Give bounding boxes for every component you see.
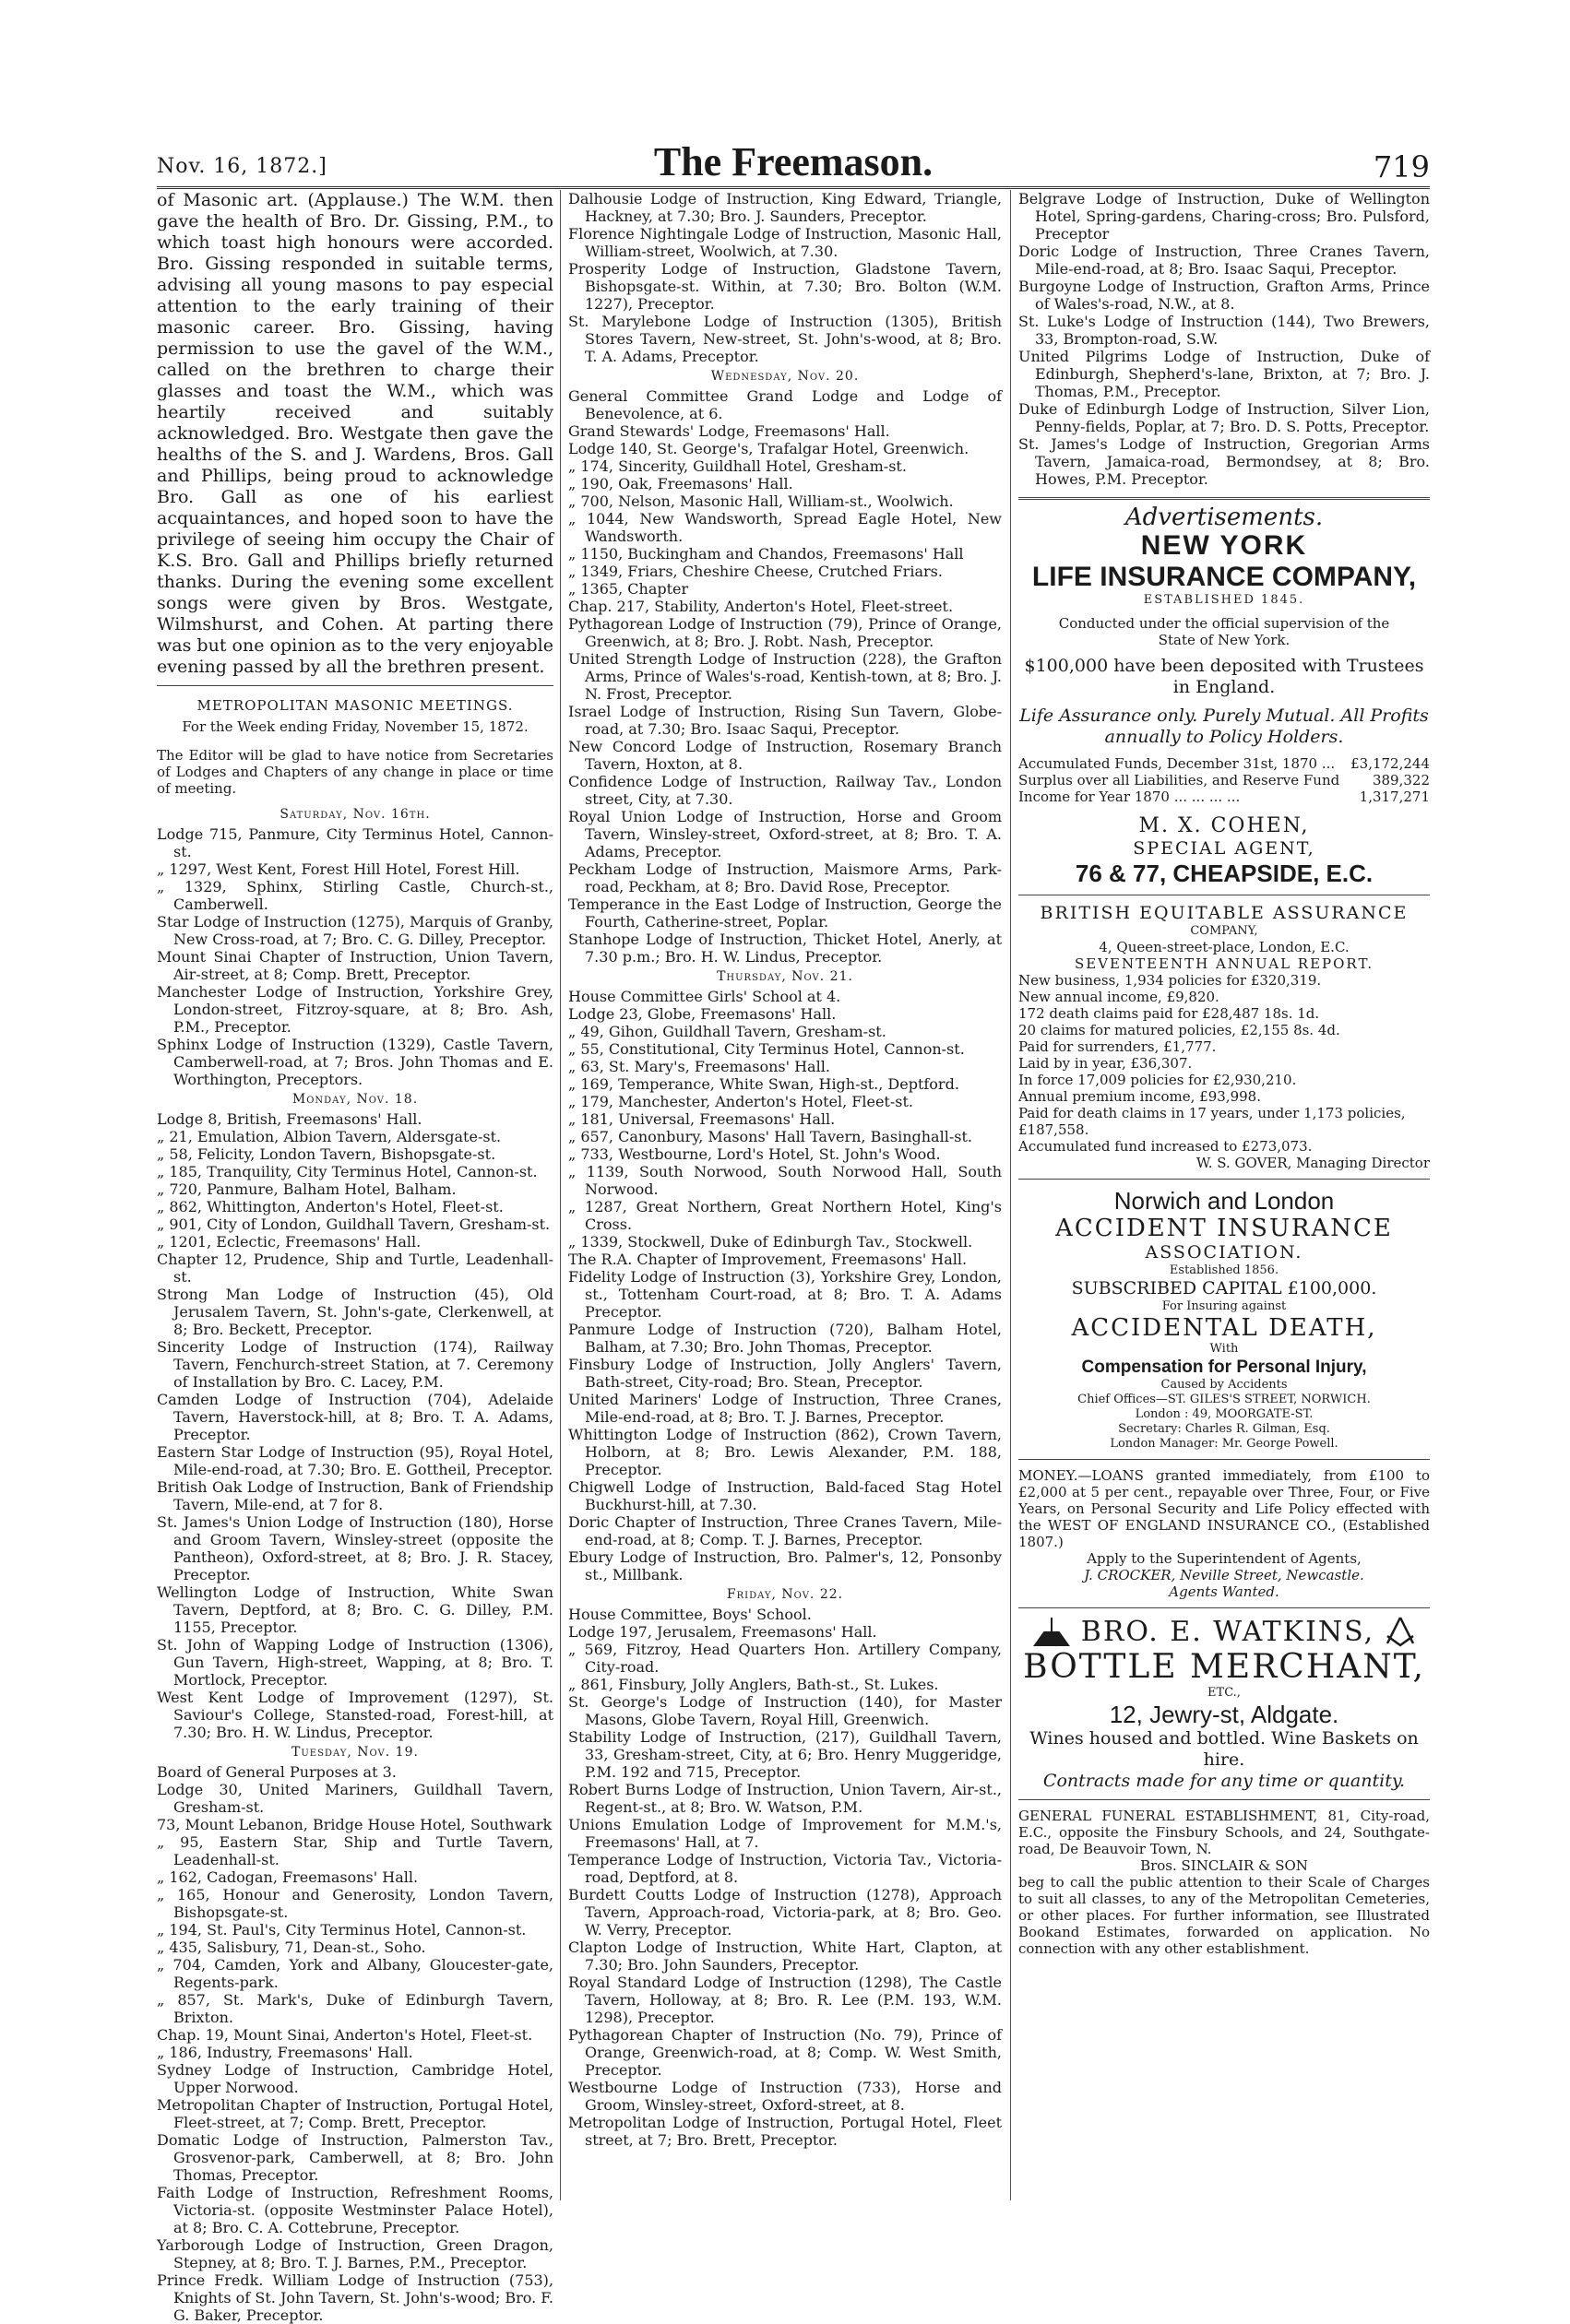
header-rule — [157, 186, 1430, 189]
list-item: Domatic Lodge of Instruction, Palmerston Tav., Grosvenor-park, Camberwell, at 8; Bro. John Thomas, Preceptor. — [157, 2131, 553, 2184]
watkins-etc: ETC., — [1207, 1686, 1241, 1700]
bea-director: W. S. GOVER, Managing Director — [1195, 1155, 1430, 1171]
list-item: „ 733, Westbourne, Lord's Hotel, St. John's Wood. — [568, 1145, 941, 1163]
new-york-life-ad — [1018, 530, 1430, 887]
nla-for: For Insuring against — [1161, 1299, 1287, 1313]
list-item: Laid by in year, £36,307. — [1018, 1055, 1193, 1072]
list-item: United Strength Lodge of Instruction (228), the Grafton Arms, Prince of Wales's-road, Kentish-town, at 8; Bro. J. N. Frost, Preceptor. — [568, 650, 1002, 703]
list-item: „ 21, Emulation, Albion Tavern, Aldersgate-st. — [157, 1128, 502, 1145]
day-heading-friday: Friday, Nov. 22. — [726, 1587, 844, 1602]
list-item: „ 862, Whittington, Anderton's Hotel, Fleet-st. — [157, 1198, 504, 1215]
list-item: „ 435, Salisbury, 71, Dean-st., Soho. — [157, 1939, 426, 1956]
watkins-address: 12, Jewry-st, Aldgate. — [1109, 1701, 1339, 1728]
list-item: „ 169, Temperance, White Swan, High-st., Deptford. — [568, 1075, 959, 1093]
money-wanted: Agents Wanted. — [1169, 1583, 1279, 1600]
nla-compensation: Compensation for Personal Injury, — [1081, 1358, 1367, 1377]
list-item: Sphinx Lodge of Instruction (1329), Castle Tavern, Camberwell-road, at 7; Bros. John Thomas and E. Worthington, Preceptors. — [157, 1036, 553, 1088]
list-item: Paid for surrenders, £1,777. — [1018, 1038, 1217, 1055]
nla-line-3: ASSOCIATION. — [1145, 1242, 1303, 1263]
list-item: Camden Lodge of Instruction (704), Adelaide Tavern, Haverstock-hill, at 8; Bro. T. A. Adams, Preceptor. — [157, 1391, 553, 1443]
fin-value: £3,172,244 — [1350, 755, 1430, 772]
watkins-ad — [1018, 1616, 1430, 1792]
list-item: House Committee Girls' School at 4. — [568, 988, 841, 1005]
list-item: Star Lodge of Instruction (1275), Marquis of Granby, New Cross-road, at 7; Bro. C. G. Dilley, Preceptor. — [157, 913, 553, 948]
watkins-line-1: Wines housed and bottled. Wine Baskets on hire. — [1029, 1728, 1419, 1770]
editor-note: The Editor will be glad to have notice from Secretaries of Lodges and Chapters of any change in place or time of meeting. — [157, 747, 553, 797]
list-item: Grand Stewards' Lodge, Freemasons' Hall. — [568, 422, 890, 440]
list-item: Wellington Lodge of Instruction, White Swan Tavern, Deptford, at 8; Bro. C. G. Dilley, P.M. 1155, Preceptor. — [157, 1583, 553, 1636]
list-item: Board of General Purposes at 3. — [157, 1763, 397, 1781]
list-item: British Oak Lodge of Instruction, Bank of Friendship Tavern, Mile-end, at 7 for 8. — [157, 1478, 553, 1513]
list-item: „ 569, Fitzroy, Head Quarters Hon. Artillery Company, City-road. — [568, 1641, 1002, 1676]
list-item: Peckham Lodge of Instruction, Maismore Arms, Park-road, Peckham, at 8; Bro. David Rose, Preceptor. — [568, 860, 1002, 895]
list-item: Paid for death claims in 17 years, under 1,173 policies, £187,558. — [1018, 1105, 1406, 1138]
list-item: Duke of Edinburgh Lodge of Instruction, Silver Lion, Penny-fields, Poplar, at 7; Bro. D. S. Potts, Preceptor. — [1018, 400, 1430, 435]
list-item: „ 185, Tranquility, City Terminus Hotel, Cannon-st. — [157, 1163, 538, 1180]
list-item: „ 194, St. Paul's, City Terminus Hotel, Cannon-st. — [157, 1921, 527, 1939]
list-item: Metropolitan Lodge of Instruction, Portugal Hotel, Fleet street, at 7; Bro. Brett, Preceptor. — [568, 2114, 1002, 2149]
column-1 — [157, 190, 553, 2324]
list-item: Faith Lodge of Instruction, Refreshment Rooms, Victoria-st. (opposite Westminster Palace Hotel), at 8; Bro. C. A. Cottebrune, Preceptor. — [157, 2184, 553, 2236]
column-2 — [568, 190, 1002, 2200]
list-item: Clapton Lodge of Instruction, White Hart, Clapton, at 7.30; Bro. John Saunders, Preceptor. — [568, 1939, 1002, 1974]
list-item: St. James's Union Lodge of Instruction (180), Horse and Groom Tavern, Winsley-street (opposite the Pantheon), Oxford-street, at 8; Bro. J. R. Stacey, Preceptor. — [157, 1513, 553, 1583]
list-item: Prosperity Lodge of Instruction, Gladstone Tavern, Bishopsgate-st. Within, at 7.30; Bro. Bolton (W.M. 1227), Preceptor. — [568, 260, 1002, 313]
list-item: The R.A. Chapter of Improvement, Freemasons' Hall. — [568, 1251, 968, 1268]
list-item: „ 700, Nelson, Masonic Hall, William-st., Woolwich. — [568, 492, 954, 510]
list-item: Pythagorean Lodge of Instruction (79), Prince of Orange, Greenwich, at 8; Bro. J. Robt. Nash, Preceptor. — [568, 615, 1002, 650]
list-item: „ 162, Cadogan, Freemasons' Hall. — [157, 1868, 419, 1886]
column-rule-2 — [1010, 190, 1011, 2200]
nla-offices: Chief Offices—ST. GILES'S STREET, NORWICH. — [1077, 1393, 1371, 1406]
list-item: „ 720, Panmure, Balham Hotel, Balham. — [157, 1180, 457, 1198]
list-item: Dalhousie Lodge of Instruction, King Edward, Triangle, Hackney, at 7.30; Bro. J. Saunders, Preceptor. — [568, 190, 1002, 225]
day-heading-saturday: Saturday, Nov. 16th. — [280, 807, 431, 822]
list-item: Doric Lodge of Instruction, Three Cranes Tavern, Mile-end-road, at 8; Bro. Isaac Saqui, Preceptor. — [1018, 243, 1430, 278]
list-item: Royal Standard Lodge of Instruction (1298), The Castle Tavern, Holloway, at 8; Bro. R. Lee (P.M. 193, W.M. 1298), Preceptor. — [568, 1974, 1002, 2026]
list-item: Eastern Star Lodge of Instruction (95), Royal Hotel, Mile-end-road, at 7.30; Bro. E. Gottheil, Preceptor. — [157, 1443, 553, 1478]
list-item: Yarborough Lodge of Instruction, Green Dragon, Stepney, at 8; Bro. T. J. Barnes, P.M., Preceptor. — [157, 2236, 553, 2271]
list-item: Fidelity Lodge of Instruction (3), Yorkshire Grey, London, st., Tottenham Court-road, at 8; Bro. T. A. Adams Preceptor. — [568, 1268, 1002, 1321]
divider — [1018, 1179, 1430, 1180]
list-item: „ 95, Eastern Star, Ship and Turtle Tavern, Leadenhall-st. — [157, 1833, 553, 1868]
day-heading-monday: Monday, Nov. 18. — [291, 1092, 419, 1107]
list-item: „ 179, Manchester, Anderton's Hotel, Fleet-st. — [568, 1093, 913, 1110]
fin-label: Surplus over all Liabilities, and Reserve Fund — [1018, 772, 1340, 788]
list-item: Westbourne Lodge of Instruction (733), Horse and Groom, Winsley-street, Oxford-street, at 8. — [568, 2079, 1002, 2114]
nyl-agent: M. X. COHEN, — [1138, 814, 1310, 837]
column-rule-1 — [560, 190, 561, 2200]
money-text: MONEY.—LOANS granted immediately, from £100 to £2,000 at 5 per cent., repayable over Three, Four, or Five Years, on Personal Security and Life Policy effected with the WEST OF ENGLAND INSURANCE CO., (Established 1807.) — [1018, 1467, 1430, 1550]
nla-title: Norwich and London — [1113, 1187, 1335, 1215]
nyl-agent-role: SPECIAL AGENT, — [1133, 838, 1315, 859]
list-item: „ 63, St. Mary's, Freemasons' Hall. — [568, 1058, 830, 1075]
list-item: „ 49, Gihon, Guildhall Tavern, Gresham-st. — [568, 1023, 886, 1040]
square-compass-icon — [1384, 1616, 1417, 1649]
nla-manager: London Manager: Mr. George Powell. — [1110, 1437, 1338, 1451]
monday-list — [157, 1110, 553, 1741]
list-item: New Concord Lodge of Instruction, Rosemary Branch Tavern, Hoxton, at 8. — [568, 738, 1002, 773]
list-item: Chapter 12, Prudence, Ship and Turtle, Leadenhall-st. — [157, 1251, 553, 1286]
list-item: „ 165, Honour and Generosity, London Tavern, Bishopsgate-st. — [157, 1886, 553, 1921]
list-item: New business, 1,934 policies for £320,319. — [1018, 972, 1322, 989]
list-item: Finsbury Lodge of Instruction, Jolly Anglers' Tavern, Bath-street, City-road; Bro. Stean, Preceptor. — [568, 1356, 1002, 1391]
saturday-list — [157, 825, 553, 1088]
list-item: New annual income, £9,820. — [1018, 989, 1219, 1005]
list-item: „ 1365, Chapter — [568, 580, 689, 598]
list-item: Burdett Coutts Lodge of Instruction (1278), Approach Tavern, Approach-road, Victoria-park, at 8; Bro. Geo. W. Verry, Preceptor. — [568, 1886, 1002, 1939]
list-item: Doric Chapter of Instruction, Three Cranes Tavern, Mile-end-road, at 8; Comp. T. J. Barnes, Preceptor. — [568, 1513, 1002, 1548]
list-item: Accumulated fund increased to £273,073. — [1018, 1138, 1313, 1155]
bea-address: 4, Queen-street-place, London, E.C. — [1099, 939, 1350, 955]
list-item: „ 901, City of London, Guildhall Tavern, Gresham-st. — [157, 1215, 551, 1233]
tuesday-continued-list — [568, 190, 1002, 365]
list-item: Stanhope Lodge of Instruction, Thicket Hotel, Anerly, at 7.30 p.m.; Bro. H. W. Lindus, Preceptor. — [568, 931, 1002, 966]
list-item: Stability Lodge of Instruction, (217), Guildhall Tavern, 33, Gresham-street, City, at 6; Bro. Henry Muggeridge, P.M. 192 and 715, Preceptor. — [568, 1728, 1002, 1781]
nyl-established: ESTABLISHED 1845. — [1143, 593, 1305, 607]
watkins-line-2: Contracts made for any time or quantity. — [1042, 1771, 1406, 1791]
list-item: „ 704, Camden, York and Albany, Gloucester-gate, Regents-park. — [157, 1956, 553, 1991]
fin-value: 389,322 — [1372, 772, 1430, 788]
list-item: Lodge 140, St. George's, Trafalgar Hotel, Greenwich. — [568, 440, 969, 457]
column-3 — [1018, 190, 1430, 2200]
nyl-address: 76 & 77, CHEAPSIDE, E.C. — [1075, 860, 1374, 887]
list-item: „ 1044, New Wandsworth, Spread Eagle Hotel, New Wandsworth. — [568, 510, 1002, 545]
list-item: Temperance Lodge of Instruction, Victoria Tav., Victoria-road, Deptford, at 8. — [568, 1851, 1002, 1886]
divider — [1018, 1607, 1430, 1608]
list-item: „ 1349, Friars, Cheshire Cheese, Crutched Friars. — [568, 563, 943, 580]
list-item: United Mariners' Lodge of Instruction, Three Cranes, Mile-end-road, at 8; Bro. T. J. Barnes, Preceptor. — [568, 1391, 1002, 1426]
thursday-list — [568, 988, 1002, 1583]
wednesday-list — [568, 387, 1002, 966]
divider — [1018, 1459, 1430, 1460]
funeral-title: GENERAL FUNERAL ESTABLISHMENT, 81, City-road, E.C., opposite the Finsbury Schools, and 24, Southgate-road, De Beauvoir Town, N. — [1018, 1808, 1430, 1857]
list-item: 73, Mount Lebanon, Bridge House Hotel, Southwark — [157, 1816, 553, 1833]
list-item: Lodge 197, Jerusalem, Freemasons' Hall. — [568, 1623, 877, 1641]
list-item: Strong Man Lodge of Instruction (45), Old Jerusalem Tavern, St. John's-gate, Clerkenwell, at 8; Bro. Beckett, Preceptor. — [157, 1286, 553, 1338]
list-item: „ 174, Sincerity, Guildhall Hotel, Gresham-st. — [568, 457, 907, 475]
nyl-line-2: LIFE INSURANCE COMPANY, — [1031, 562, 1417, 592]
divider — [1018, 497, 1430, 500]
nla-capital: SUBSCRIBED CAPITAL £100,000. — [1071, 1278, 1377, 1298]
fin-label: Accumulated Funds, December 31st, 1870 ... — [1018, 755, 1336, 772]
list-item: Belgrave Lodge of Instruction, Duke of Wellington Hotel, Spring-gardens, Charing-cross; Bro. Pulsford, Preceptor — [1018, 190, 1430, 243]
watkins-trade: BOTTLE MERCHANT, — [1023, 1648, 1425, 1686]
list-item: „ 1150, Buckingham and Chandos, Freemasons' Hall — [568, 545, 964, 563]
list-item: Robert Burns Lodge of Instruction, Union Tavern, Air-st., Regent-st., at 8; Bro. W. Watson, P.M. — [568, 1781, 1002, 1816]
nyl-fin-row — [1018, 755, 1430, 772]
list-item: In force 17,009 policies for £2,930,210. — [1018, 1072, 1297, 1088]
list-item: Panmure Lodge of Instruction (720), Balham Hotel, Balham, at 7.30; Bro. John Thomas, Preceptor. — [568, 1321, 1002, 1356]
fin-label: Income for Year 1870 ... ... ... ... — [1018, 788, 1241, 805]
nla-established: Established 1856. — [1169, 1263, 1279, 1277]
list-item: Lodge 8, British, Freemasons' Hall. — [157, 1110, 422, 1128]
list-item: Mount Sinai Chapter of Instruction, Union Tavern, Air-street, at 8; Comp. Brett, Preceptor. — [157, 948, 553, 983]
funeral-ad — [1018, 1808, 1430, 1957]
funeral-text: beg to call the public attention to their Scale of Charges to suit all classes, to any of the Metropolitan Cemeteries, or other places. For further information, see Illustrated Bookand Estimates, forwarded on application. No connection with any other establishment. — [1018, 1874, 1430, 1957]
nyl-motto: Life Assurance only. Purely Mutual. All Profits annually to Policy Holders. — [1019, 706, 1429, 747]
fin-value: 1,317,271 — [1359, 788, 1430, 805]
watkins-name: BRO. E. WATKINS, — [1080, 1616, 1375, 1648]
bea-title: BRITISH EQUITABLE ASSURANCE — [1040, 903, 1409, 923]
nyl-deposit: $100,000 have been deposited with Trustees in England. — [1024, 656, 1424, 697]
page-number: 719 — [1373, 149, 1430, 184]
distillery-flask-icon — [1031, 1616, 1072, 1649]
list-item: „ 1201, Eclectic, Freemasons' Hall. — [157, 1233, 422, 1251]
nyl-fin-row — [1018, 772, 1430, 788]
list-item: Pythagorean Chapter of Instruction (No. 79), Prince of Orange, Greenwich-road, at 8; Comp. W. West Smith, Preceptor. — [568, 2026, 1002, 2079]
list-item: Sydney Lodge of Instruction, Cambridge Hotel, Upper Norwood. — [157, 2061, 553, 2096]
list-item: „ 58, Felicity, London Tavern, Bishopsgate-st. — [157, 1145, 496, 1163]
bea-report: SEVENTEENTH ANNUAL REPORT. — [1074, 955, 1374, 972]
list-item: Ebury Lodge of Instruction, Bro. Palmer's, 12, Ponsonby st., Millbank. — [568, 1548, 1002, 1583]
list-item: St. James's Lodge of Instruction, Gregorian Arms Tavern, Jamaica-road, Bermondsey, at 8; Bro. Howes, P.M. Preceptor. — [1018, 435, 1430, 488]
list-item: St. Marylebone Lodge of Instruction (1305), British Stores Tavern, New-street, St. John's-wood, at 8; Bro. T. A. Adams, Preceptor. — [568, 313, 1002, 365]
list-item: West Kent Lodge of Improvement (1297), St. Saviour's College, Stansted-road, Forest-hill, at 7.30; Bro. H. W. Lindus, Preceptor. — [157, 1689, 553, 1741]
list-item: Lodge 23, Globe, Freemasons' Hall. — [568, 1005, 837, 1023]
list-item: Prince Fredk. William Lodge of Instruction (753), Knights of St. John Tavern, St. John's-wood; Bro. F. G. Baker, Preceptor. — [157, 2271, 553, 2324]
list-item: „ 857, St. Mark's, Duke of Edinburgh Tavern, Brixton. — [157, 1991, 553, 2026]
meetings-subtitle: For the Week ending Friday, November 15, 1872. — [182, 718, 529, 735]
norwich-london-ad — [1018, 1187, 1430, 1452]
list-item: „ 1297, West Kent, Forest Hill Hotel, Forest Hill. — [157, 860, 520, 878]
list-item: St. John of Wapping Lodge of Instruction (1306), Gun Tavern, High-street, Wapping, at 8; Bro. T. Mortlock, Preceptor. — [157, 1636, 553, 1689]
meetings-title: METROPOLITAN MASONIC MEETINGS. — [196, 697, 514, 714]
list-item: „ 1287, Great Northern, Great Northern Hotel, King's Cross. — [568, 1198, 1002, 1233]
list-item: St. George's Lodge of Instruction (140), for Master Masons, Globe Tavern, Royal Hill, Greenwich. — [568, 1693, 1002, 1728]
list-item: Manchester Lodge of Instruction, Yorkshire Grey, London-street, Fitzroy-square, at 8; Bro. Ash, P.M., Preceptor. — [157, 983, 553, 1036]
list-item: Burgoyne Lodge of Instruction, Grafton Arms, Prince of Wales's-road, N.W., at 8. — [1018, 278, 1430, 313]
list-item: „ 861, Finsbury, Jolly Anglers, Bath-st., St. Lukes. — [568, 1676, 939, 1693]
list-item: United Pilgrims Lodge of Instruction, Duke of Edinburgh, Shepherd's-lane, Brixton, at 7; Bro. J. Thomas, P.M., Preceptor. — [1018, 348, 1430, 400]
list-item: Chap. 19, Mount Sinai, Anderton's Hotel, Fleet-st. — [157, 2026, 533, 2044]
money-apply: Apply to the Superintendent of Agents, — [1087, 1550, 1362, 1567]
list-item: Metropolitan Chapter of Instruction, Portugal Hotel, Fleet-street, at 7; Comp. Brett, Preceptor. — [157, 2096, 553, 2131]
divider — [157, 685, 553, 686]
list-item: „ 181, Universal, Freemasons' Hall. — [568, 1110, 836, 1128]
list-item: Lodge 30, United Mariners, Guildhall Tavern, Gresham-st. — [157, 1781, 553, 1816]
page-header — [157, 138, 1430, 186]
tuesday-list — [157, 1763, 553, 2324]
list-item: „ 1339, Stockwell, Duke of Edinburgh Tav., Stockwell. — [568, 1233, 973, 1251]
nyl-fin-row — [1018, 788, 1430, 805]
bea-company: COMPANY, — [1190, 924, 1258, 938]
divider — [1018, 1799, 1430, 1800]
nla-caused: Caused by Accidents — [1160, 1378, 1288, 1392]
masthead-title: The Freemason. — [653, 139, 934, 184]
list-item: „ 186, Industry, Freemasons' Hall. — [157, 2044, 413, 2061]
nyl-conducted: Conducted under the official supervision of the State of New York. — [1058, 615, 1390, 648]
list-item: „ 657, Canonbury, Masons' Hall Tavern, Basinghall-st. — [568, 1128, 972, 1145]
list-item: Unions Emulation Lodge of Improvement for M.M.'s, Freemasons' Hall, at 7. — [568, 1816, 1002, 1851]
list-item: Lodge 715, Panmure, City Terminus Hotel, Cannon-st. — [157, 825, 553, 860]
nla-london: London : 49, MOORGATE-ST. — [1135, 1407, 1314, 1421]
list-item: 172 death claims paid for £28,487 18s. 1d. — [1018, 1005, 1320, 1022]
list-item: Florence Nightingale Lodge of Instruction, Masonic Hall, William-street, Woolwich, at 7.30. — [568, 225, 1002, 260]
nla-with: With — [1209, 1342, 1239, 1356]
list-item: Temperance in the East Lodge of Instruction, George the Fourth, Catherine-street, Poplar. — [568, 895, 1002, 931]
list-item: House Committee, Boys' School. — [568, 1606, 812, 1623]
advertisements-heading: Advertisements. — [1124, 504, 1324, 531]
list-item: Sincerity Lodge of Instruction (174), Railway Tavern, Fenchurch-street Station, at 7. Ceremony of Installation by Bro. C. Lacey, P.M. — [157, 1338, 553, 1391]
nla-line-2: ACCIDENT INSURANCE — [1055, 1215, 1393, 1242]
list-item: Whittington Lodge of Instruction (862), Crown Tavern, Holborn, at 8; Bro. Lewis Alexander, P.M. 188, Preceptor. — [568, 1426, 1002, 1478]
watkins-name-row — [1018, 1616, 1430, 1649]
list-item: Royal Union Lodge of Instruction, Horse and Groom Tavern, Winsley-street, Oxford-street, at 8; Bro. T. A. Adams, Preceptor. — [568, 808, 1002, 860]
lodge-report-paragraph: of Masonic art. (Applause.) The W.M. then gave the health of Bro. Dr. Gissing, P.M., to which toast high honours were accorded. Bro. Gissing responded in suitable terms, advising all young masons to pay especial attention to the early training of their masonic career. Bro. Gissing, having permission to use the gavel of the W.M., called on the brethren to charge their glasses and toast the W.M., which was heartily received and suitably acknowledged. Bro. Westgate then gave the healths of the S. and J. Wardens, Bros. Gall and Phillips, being proud to acknowledge Bro. Gall as one of his earliest acquaintances, and hoped soon to have the privilege of seeing him occupy the Chair of K.S. Bro. Gall and Phillips briefly returned thanks. During the evening some excellent songs were given by Bros. Westgate, Wilmshurst, and Cohen. At parting there was but one opinion as to the very enjoyable evening passed by all the brethren present. — [157, 190, 553, 677]
list-item: „ 1329, Sphinx, Stirling Castle, Church-st., Camberwell. — [157, 878, 553, 913]
list-item: Chap. 217, Stability, Anderton's Hotel, Fleet-street. — [568, 598, 954, 615]
day-heading-tuesday: Tuesday, Nov. 19. — [291, 1745, 419, 1760]
friday-continued-list — [1018, 190, 1430, 488]
nla-secretary: Secretary: Charles R. Gilman, Esq. — [1118, 1422, 1330, 1436]
list-item: „ 55, Constitutional, City Terminus Hotel, Cannon-st. — [568, 1040, 965, 1058]
list-item: Israel Lodge of Instruction, Rising Sun Tavern, Globe-road, at 7.30; Bro. Isaac Saqui, Preceptor. — [568, 703, 1002, 738]
list-item: „ 1139, South Norwood, South Norwood Hall, South Norwood. — [568, 1163, 1002, 1198]
day-heading-wednesday: Wednesday, Nov. 20. — [710, 369, 860, 384]
list-item: „ 190, Oak, Freemasons' Hall. — [568, 475, 793, 492]
list-item: Annual premium income, £93,998. — [1018, 1088, 1261, 1105]
list-item: St. Luke's Lodge of Instruction (144), Two Brewers, 33, Brompton-road, S.W. — [1018, 313, 1430, 348]
list-item: Chigwell Lodge of Instruction, Bald-faced Stag Hotel Buckhurst-hill, at 7.30. — [568, 1478, 1002, 1513]
nla-death: ACCIDENTAL DEATH, — [1071, 1314, 1377, 1342]
british-equitable-ad — [1018, 903, 1430, 1171]
nyl-line-1: NEW YORK — [1140, 530, 1308, 561]
issue-date: Nov. 16, 1872.] — [157, 155, 327, 178]
money-name: J. CROCKER, Neville Street, Newcastle. — [1084, 1567, 1364, 1583]
list-item: Confidence Lodge of Instruction, Railway Tav., London street, City, at 7.30. — [568, 773, 1002, 808]
money-loans-ad — [1018, 1467, 1430, 1600]
list-item: 20 claims for matured policies, £2,155 8s. 4d. — [1018, 1022, 1340, 1038]
day-heading-thursday: Thursday, Nov. 21. — [717, 969, 853, 984]
list-item: General Committee Grand Lodge and Lodge of Benevolence, at 6. — [568, 387, 1002, 422]
friday-list — [568, 1606, 1002, 2149]
funeral-bros: Bros. SINCLAIR & SON — [1140, 1857, 1308, 1874]
